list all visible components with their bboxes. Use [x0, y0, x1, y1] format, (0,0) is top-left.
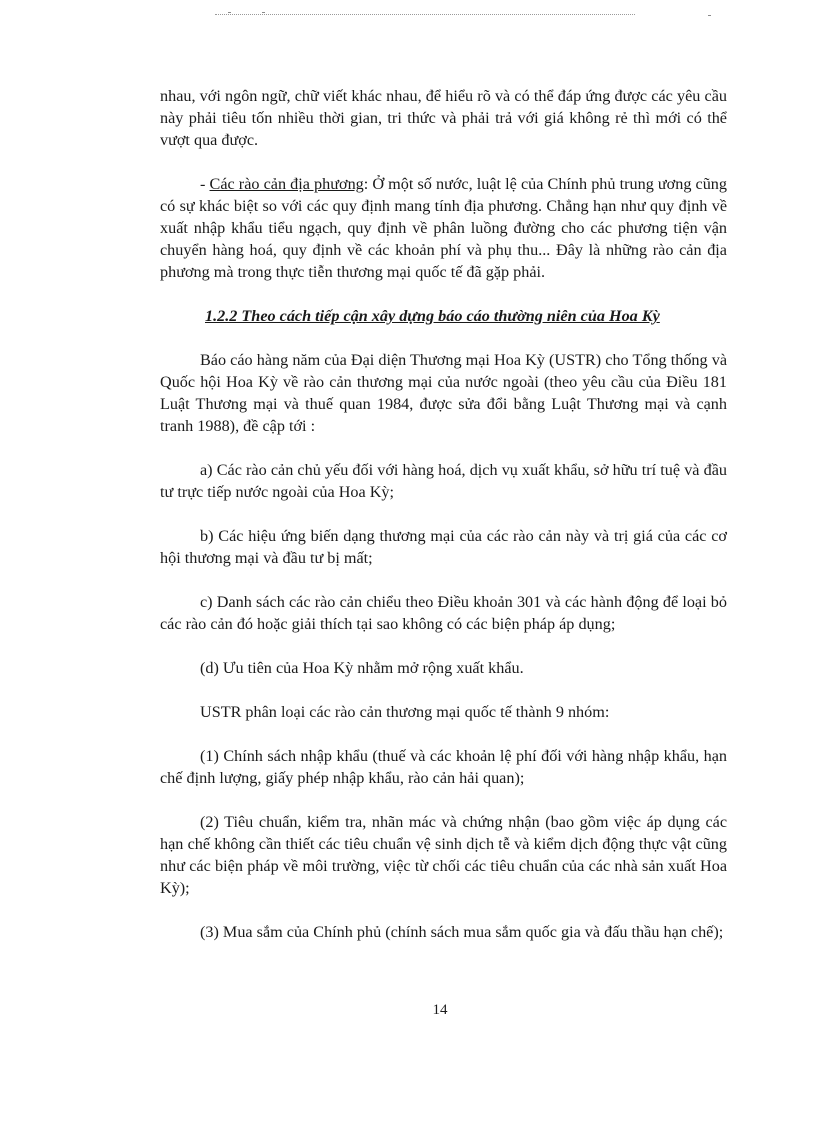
group-item-1: (1) Chính sách nhập khẩu (thuế và các khoản lệ phí đối với hàng nhập khẩu, hạn chế định lượng, giấy phép nhập khẩu, rào cản hải quan); [160, 747, 727, 787]
paragraph-local-barriers [160, 173, 727, 283]
scan-artifact-top [215, 14, 635, 15]
paragraph-ustr-report: Báo cáo hàng năm của Đại diện Thương mại Hoa Kỳ (USTR) cho Tổng thống và Quốc hội Hoa Kỳ về rào cản thương mại của nước ngoài (theo yêu cầu của Điều 181 Luật Thương mại và thuế quan 1984, được sửa đổi bằng Luật Thương mại và cạnh tranh 1988), đề cập tới : [160, 351, 727, 435]
list-item-d: (d) Ưu tiên của Hoa Kỳ nhằm mở rộng xuất khẩu. [200, 659, 524, 677]
paragraph-local-barriers-text: : Ở một số nước, luật lệ của Chính phủ trung ương cũng có sự khác biệt so với các quy định mang tính địa phương. Chẳng hạn như quy định về xuất nhập khẩu tiểu ngạch, quy định về phân luồng đường cho các phương tiện vận chuyển hàng hoá, quy định về các khoản phí và phụ thu... Đây là những rào cản địa phương mà trong thực tiễn thương mại quốc tế đã gặp phải. [160, 175, 727, 281]
term-local-barriers: Các rào cản địa phương [209, 175, 364, 193]
document-body [160, 85, 727, 943]
group-item-3: (3) Mua sắm của Chính phủ (chính sách mua sắm quốc gia và đấu thầu hạn chế); [200, 923, 724, 941]
list-dash: - [200, 175, 210, 193]
list-item-b: b) Các hiệu ứng biến dạng thương mại của các rào cản này và trị giá của các cơ hội thương mại và đầu tư bị mất; [160, 527, 727, 567]
paragraph-ustr-groups: USTR phân loại các rào cản thương mại quốc tế thành 9 nhóm: [200, 703, 610, 721]
group-item-2: (2) Tiêu chuẩn, kiểm tra, nhãn mác và chứng nhận (bao gồm việc áp dụng các hạn chế không cần thiết các tiêu chuẩn vệ sinh dịch tễ và kiểm dịch động thực vật cũng như các biện pháp về môi trường, việc từ chối các tiêu chuẩn của các nhà sản xuất Hoa Kỳ); [160, 813, 727, 897]
scan-artifact-mark [262, 12, 265, 13]
list-item-c: c) Danh sách các rào cản chiểu theo Điều khoản 301 và các hành động để loại bỏ các rào cản đó hoặc giải thích tại sao không có các biện pháp áp dụng; [160, 593, 727, 633]
list-item-a: a) Các rào cản chủ yếu đối với hàng hoá, dịch vụ xuất khẩu, sở hữu trí tuệ và đầu tư trực tiếp nước ngoài của Hoa Kỳ; [160, 461, 727, 501]
scan-artifact-mark [708, 15, 711, 16]
scan-artifact-mark [228, 12, 231, 13]
section-heading: 1.2.2 Theo cách tiếp cận xây dựng báo cáo thường niên của Hoa Kỳ [205, 307, 660, 325]
paragraph-continuation: nhau, với ngôn ngữ, chữ viết khác nhau, để hiểu rõ và có thể đáp ứng được các yêu cầu này phải tiêu tốn nhiều thời gian, tri thức và phải trả với giá không rẻ thì mới có thể vượt qua được. [160, 87, 727, 149]
page-number: 14 [432, 1002, 448, 1018]
